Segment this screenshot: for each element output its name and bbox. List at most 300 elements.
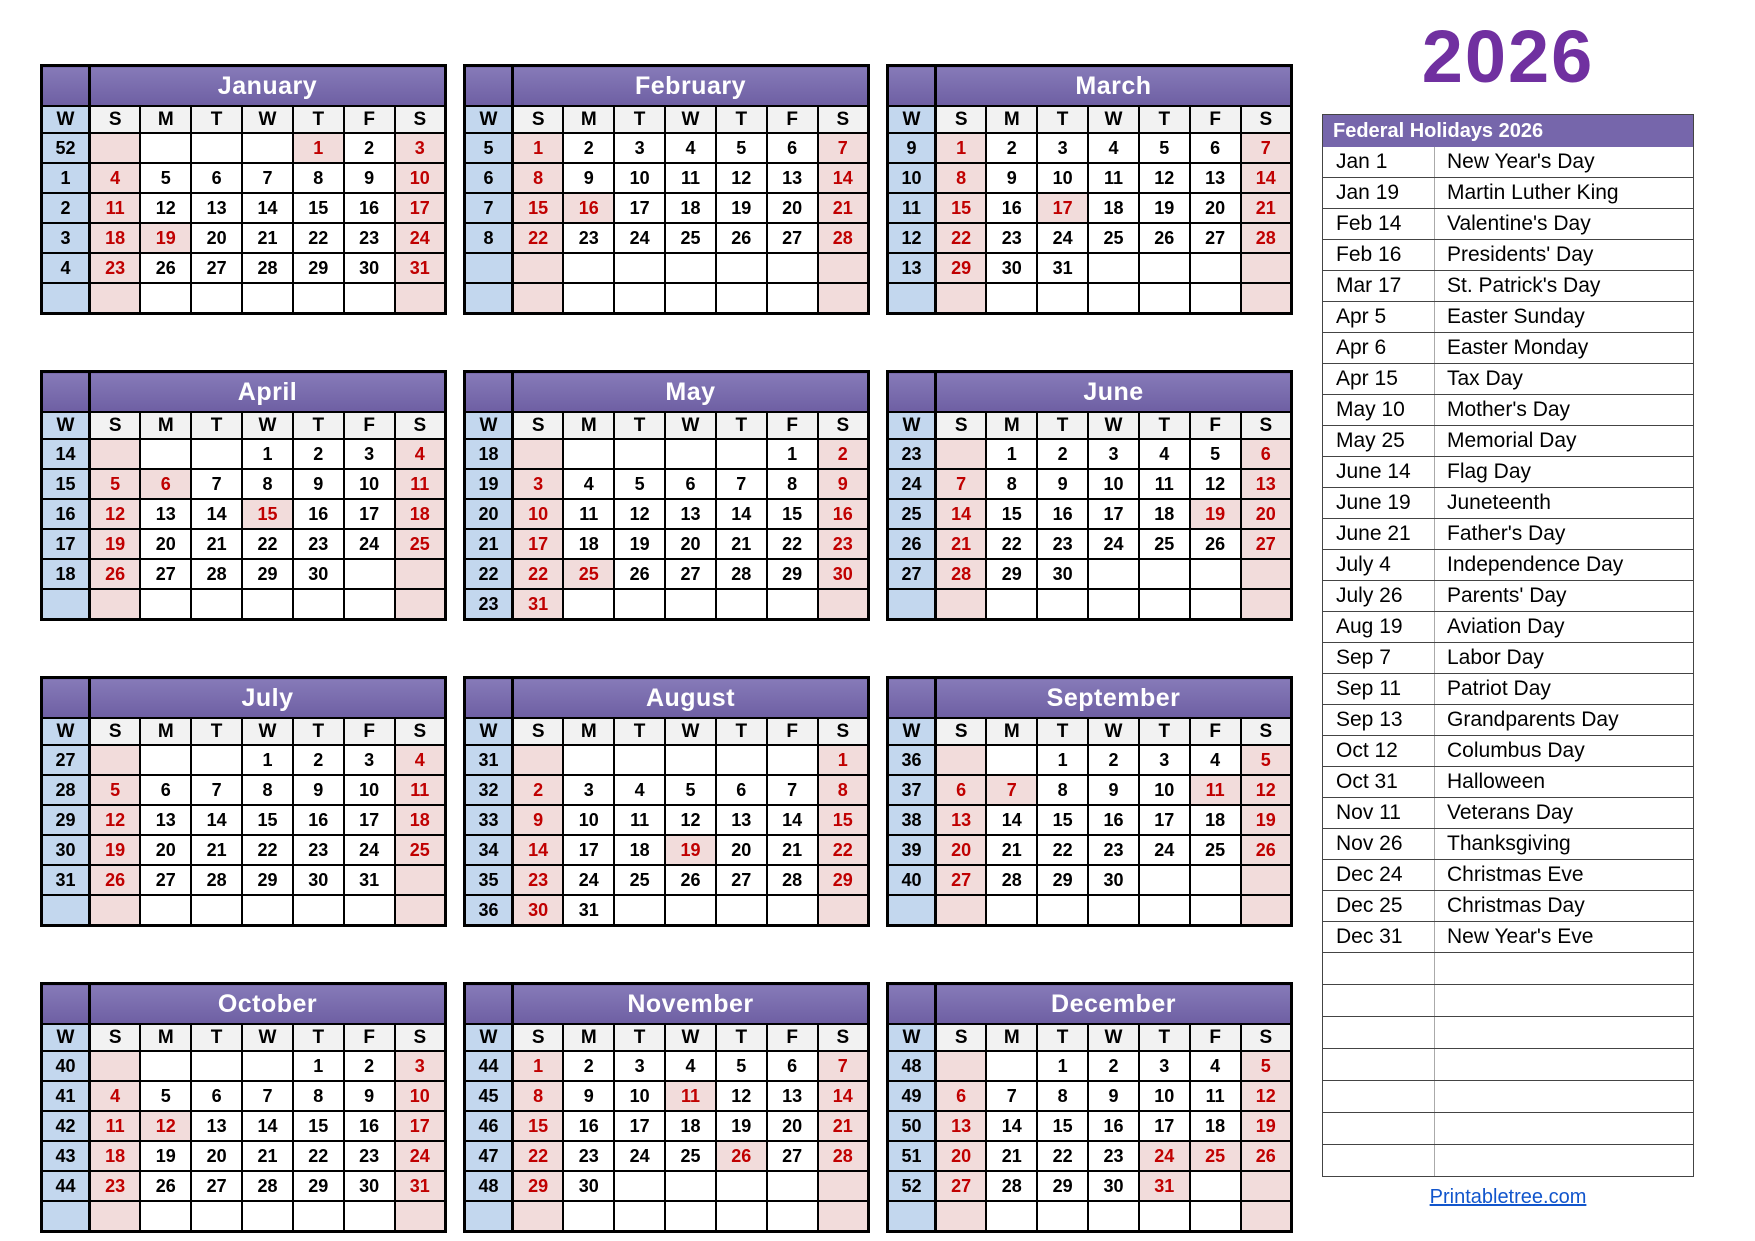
holiday-name: Christmas Day (1447, 894, 1585, 917)
day-cell: 30 (818, 559, 869, 589)
week-number-cell: 31 (465, 745, 513, 775)
day-cell: 10 (1139, 775, 1190, 805)
day-cell (986, 1201, 1037, 1232)
month-title: June (936, 372, 1292, 413)
day-cell (513, 283, 564, 314)
day-cell: 17 (513, 529, 564, 559)
weekday-header: S (90, 106, 141, 133)
holiday-date: Dec 24 (1323, 860, 1435, 890)
day-cell: 24 (614, 223, 665, 253)
day-cell: 21 (1241, 193, 1292, 223)
day-cell: 22 (293, 1141, 344, 1171)
week-column-header: W (42, 412, 90, 439)
day-cell: 7 (191, 775, 242, 805)
day-cell: 3 (1139, 745, 1190, 775)
day-cell: 2 (344, 1051, 395, 1081)
day-cell (1088, 895, 1139, 926)
day-cell: 5 (1241, 1051, 1292, 1081)
holiday-date: July 26 (1323, 581, 1435, 611)
weekday-header: T (614, 412, 665, 439)
day-cell: 31 (395, 1171, 446, 1201)
weekday-header: W (665, 1024, 716, 1051)
day-cell: 1 (293, 1051, 344, 1081)
month-march (886, 64, 1293, 315)
day-cell (665, 895, 716, 926)
day-cell (1190, 253, 1241, 283)
holiday-empty-row (1322, 985, 1694, 1017)
day-cell: 13 (1241, 469, 1292, 499)
day-cell (242, 283, 293, 314)
weekday-header: M (563, 718, 614, 745)
day-cell (986, 589, 1037, 620)
day-cell (614, 1201, 665, 1232)
day-cell: 3 (395, 1051, 446, 1081)
day-cell: 18 (90, 1141, 141, 1171)
weekday-header: T (191, 1024, 242, 1051)
day-cell: 29 (293, 253, 344, 283)
day-cell (1190, 559, 1241, 589)
holiday-name (1435, 1113, 1447, 1144)
day-cell: 17 (614, 193, 665, 223)
day-cell (90, 895, 141, 926)
day-cell (614, 745, 665, 775)
day-cell: 14 (986, 805, 1037, 835)
day-cell: 13 (191, 193, 242, 223)
day-cell (818, 283, 869, 314)
day-cell: 24 (1088, 529, 1139, 559)
day-cell (936, 1051, 987, 1081)
day-cell (1139, 1201, 1190, 1232)
week-column-header: W (465, 412, 513, 439)
week-number-cell: 40 (42, 1051, 90, 1081)
week-column-header: W (888, 106, 936, 133)
day-cell: 19 (1139, 193, 1190, 223)
day-cell (395, 559, 446, 589)
day-cell: 18 (563, 529, 614, 559)
day-cell: 27 (716, 865, 767, 895)
holiday-row (1322, 178, 1694, 209)
day-cell (1190, 895, 1241, 926)
day-cell: 21 (936, 529, 987, 559)
day-cell: 6 (767, 1051, 818, 1081)
week-number-cell: 14 (42, 439, 90, 469)
week-column-header: W (465, 1024, 513, 1051)
weekday-header: S (395, 1024, 446, 1051)
holiday-date: Apr 5 (1323, 302, 1435, 332)
holiday-date: Jan 1 (1323, 147, 1435, 177)
day-cell: 20 (140, 529, 191, 559)
day-cell (1088, 1201, 1139, 1232)
week-number-cell: 2 (42, 193, 90, 223)
day-cell: 13 (140, 499, 191, 529)
day-cell: 20 (767, 1111, 818, 1141)
day-cell: 4 (1190, 1051, 1241, 1081)
holiday-date: Apr 15 (1323, 364, 1435, 394)
day-cell (1241, 253, 1292, 283)
day-cell: 7 (818, 1051, 869, 1081)
weekday-header: W (665, 718, 716, 745)
day-cell (986, 283, 1037, 314)
month-title: February (513, 66, 869, 107)
month-title: May (513, 372, 869, 413)
holiday-date: June 19 (1323, 488, 1435, 518)
day-cell (1139, 589, 1190, 620)
week-number-cell: 41 (42, 1081, 90, 1111)
day-cell: 2 (818, 439, 869, 469)
holiday-date (1323, 1017, 1435, 1048)
day-cell: 15 (1037, 1111, 1088, 1141)
day-cell: 8 (986, 469, 1037, 499)
day-cell (665, 745, 716, 775)
day-cell: 13 (936, 805, 987, 835)
month-title-spacer (42, 372, 90, 413)
day-cell: 20 (767, 193, 818, 223)
week-number-cell (42, 283, 90, 314)
day-cell: 3 (344, 745, 395, 775)
holiday-empty-row (1322, 1113, 1694, 1145)
week-number-cell: 36 (465, 895, 513, 926)
day-cell: 25 (1139, 529, 1190, 559)
week-column-header: W (465, 718, 513, 745)
day-cell: 30 (293, 559, 344, 589)
day-cell: 1 (513, 133, 564, 163)
day-cell: 4 (395, 745, 446, 775)
holiday-date: Sep 7 (1323, 643, 1435, 673)
day-cell: 4 (395, 439, 446, 469)
holiday-name: Flag Day (1447, 460, 1532, 483)
day-cell: 26 (1139, 223, 1190, 253)
day-cell: 8 (293, 163, 344, 193)
day-cell (395, 1201, 446, 1232)
day-cell: 19 (1241, 1111, 1292, 1141)
day-cell: 1 (1037, 1051, 1088, 1081)
day-cell (140, 283, 191, 314)
holiday-row (1322, 333, 1694, 364)
day-cell (563, 283, 614, 314)
weekday-header: S (1241, 106, 1292, 133)
day-cell: 20 (191, 223, 242, 253)
day-cell: 7 (191, 469, 242, 499)
day-cell: 19 (90, 835, 141, 865)
week-number-cell: 39 (888, 835, 936, 865)
day-cell: 7 (1241, 133, 1292, 163)
day-cell: 23 (344, 223, 395, 253)
day-cell: 17 (1037, 193, 1088, 223)
holiday-name: Valentine's Day (1447, 212, 1591, 235)
month-title-spacer (465, 66, 513, 107)
day-cell: 13 (767, 1081, 818, 1111)
day-cell: 25 (614, 865, 665, 895)
day-cell: 15 (242, 805, 293, 835)
day-cell: 6 (1241, 439, 1292, 469)
day-cell: 21 (767, 835, 818, 865)
week-number-cell: 21 (465, 529, 513, 559)
day-cell: 24 (344, 529, 395, 559)
day-cell: 22 (513, 1141, 564, 1171)
holiday-name: Easter Monday (1447, 336, 1589, 359)
week-number-cell: 11 (888, 193, 936, 223)
holiday-date: July 4 (1323, 550, 1435, 580)
holiday-date: Oct 12 (1323, 736, 1435, 766)
week-number-cell: 29 (42, 805, 90, 835)
holiday-name: Juneteenth (1447, 491, 1551, 514)
week-number-cell (888, 589, 936, 620)
day-cell: 28 (191, 865, 242, 895)
day-cell: 4 (1190, 745, 1241, 775)
day-cell (614, 283, 665, 314)
weekday-header: S (818, 718, 869, 745)
day-cell (1037, 1201, 1088, 1232)
day-cell: 27 (936, 865, 987, 895)
week-number-cell: 25 (888, 499, 936, 529)
weekday-header: S (90, 718, 141, 745)
day-cell: 26 (90, 559, 141, 589)
day-cell: 15 (513, 193, 564, 223)
day-cell: 19 (665, 835, 716, 865)
month-title: October (90, 984, 446, 1025)
day-cell: 27 (191, 253, 242, 283)
weekday-header: W (1088, 412, 1139, 439)
day-cell: 28 (986, 1171, 1037, 1201)
day-cell: 10 (614, 163, 665, 193)
weekday-header: T (716, 412, 767, 439)
holiday-name (1435, 1017, 1447, 1048)
day-cell: 14 (986, 1111, 1037, 1141)
day-cell (665, 439, 716, 469)
day-cell: 29 (767, 559, 818, 589)
day-cell: 3 (1139, 1051, 1190, 1081)
day-cell (395, 589, 446, 620)
weekday-header: F (344, 1024, 395, 1051)
day-cell: 29 (242, 865, 293, 895)
weekday-header: F (344, 412, 395, 439)
weekday-header: S (818, 106, 869, 133)
day-cell: 9 (513, 805, 564, 835)
holiday-row (1322, 922, 1694, 953)
month-title-spacer (465, 678, 513, 719)
day-cell: 14 (1241, 163, 1292, 193)
day-cell (1241, 895, 1292, 926)
week-number-cell: 30 (42, 835, 90, 865)
day-cell: 7 (242, 1081, 293, 1111)
day-cell: 5 (665, 775, 716, 805)
weekday-header: F (1190, 412, 1241, 439)
day-cell (767, 1201, 818, 1232)
weekday-header: W (1088, 718, 1139, 745)
day-cell: 15 (513, 1111, 564, 1141)
day-cell: 22 (1037, 1141, 1088, 1171)
day-cell (716, 253, 767, 283)
year-title: 2026 (1421, 15, 1595, 98)
day-cell: 10 (1139, 1081, 1190, 1111)
day-cell: 19 (140, 1141, 191, 1171)
day-cell: 13 (191, 1111, 242, 1141)
week-number-cell: 36 (888, 745, 936, 775)
holiday-name (1435, 953, 1447, 984)
holiday-name (1435, 1081, 1447, 1112)
day-cell: 6 (936, 775, 987, 805)
day-cell: 12 (1241, 1081, 1292, 1111)
day-cell: 10 (563, 805, 614, 835)
week-number-cell: 27 (888, 559, 936, 589)
day-cell (936, 1201, 987, 1232)
day-cell: 27 (767, 1141, 818, 1171)
day-cell: 27 (1190, 223, 1241, 253)
holiday-date (1323, 1049, 1435, 1080)
day-cell: 30 (1088, 865, 1139, 895)
day-cell: 26 (1241, 835, 1292, 865)
day-cell: 12 (90, 499, 141, 529)
day-cell: 28 (986, 865, 1037, 895)
day-cell: 17 (395, 1111, 446, 1141)
weekday-header: S (936, 1024, 987, 1051)
day-cell (614, 1171, 665, 1201)
holiday-row (1322, 271, 1694, 302)
day-cell: 17 (563, 835, 614, 865)
day-cell (716, 589, 767, 620)
day-cell: 8 (1037, 1081, 1088, 1111)
week-column-header: W (465, 106, 513, 133)
day-cell: 15 (1037, 805, 1088, 835)
day-cell: 5 (716, 1051, 767, 1081)
day-cell: 22 (293, 223, 344, 253)
day-cell (767, 253, 818, 283)
month-january (40, 64, 447, 315)
week-number-cell: 42 (42, 1111, 90, 1141)
day-cell: 6 (767, 133, 818, 163)
day-cell: 24 (1139, 1141, 1190, 1171)
week-number-cell: 5 (465, 133, 513, 163)
printabletree-link[interactable]: Printabletree.com (1429, 1186, 1587, 1208)
day-cell: 15 (818, 805, 869, 835)
day-cell (716, 1171, 767, 1201)
day-cell: 13 (1190, 163, 1241, 193)
day-cell: 1 (986, 439, 1037, 469)
day-cell: 12 (716, 1081, 767, 1111)
day-cell (140, 133, 191, 163)
day-cell (1139, 895, 1190, 926)
day-cell: 16 (563, 1111, 614, 1141)
day-cell: 20 (936, 835, 987, 865)
day-cell: 7 (242, 163, 293, 193)
day-cell: 26 (90, 865, 141, 895)
day-cell (293, 895, 344, 926)
day-cell: 23 (563, 1141, 614, 1171)
weekday-header: T (1139, 106, 1190, 133)
week-number-cell: 48 (465, 1171, 513, 1201)
day-cell (1139, 253, 1190, 283)
week-number-cell: 44 (465, 1051, 513, 1081)
month-title-spacer (465, 984, 513, 1025)
day-cell: 12 (1190, 469, 1241, 499)
day-cell: 9 (293, 775, 344, 805)
day-cell: 18 (665, 193, 716, 223)
day-cell: 2 (986, 133, 1037, 163)
weekday-header: F (767, 412, 818, 439)
holiday-name: New Year's Day (1447, 150, 1595, 173)
day-cell: 29 (1037, 1171, 1088, 1201)
day-cell (1241, 589, 1292, 620)
day-cell (513, 253, 564, 283)
week-number-cell: 52 (888, 1171, 936, 1201)
week-number-cell: 24 (888, 469, 936, 499)
weekday-header: S (936, 412, 987, 439)
day-cell: 10 (344, 469, 395, 499)
day-cell: 22 (242, 529, 293, 559)
day-cell: 14 (936, 499, 987, 529)
day-cell: 25 (665, 223, 716, 253)
day-cell: 2 (563, 1051, 614, 1081)
day-cell (1088, 559, 1139, 589)
day-cell (293, 1201, 344, 1232)
day-cell: 14 (818, 1081, 869, 1111)
day-cell: 28 (242, 1171, 293, 1201)
day-cell: 12 (614, 499, 665, 529)
day-cell: 11 (665, 163, 716, 193)
day-cell: 12 (1241, 775, 1292, 805)
week-number-cell: 4 (42, 253, 90, 283)
weekday-header: F (344, 106, 395, 133)
day-cell: 10 (1037, 163, 1088, 193)
day-cell (242, 1051, 293, 1081)
day-cell (1139, 283, 1190, 314)
day-cell: 1 (936, 133, 987, 163)
day-cell: 13 (936, 1111, 987, 1141)
holiday-name: Columbus Day (1447, 739, 1585, 762)
holiday-row (1322, 395, 1694, 426)
day-cell (665, 283, 716, 314)
day-cell: 11 (90, 1111, 141, 1141)
holiday-date: Mar 17 (1323, 271, 1435, 301)
week-number-cell: 8 (465, 223, 513, 253)
day-cell: 5 (90, 469, 141, 499)
weekday-header: T (293, 718, 344, 745)
month-title: December (936, 984, 1292, 1025)
weekday-header: T (1037, 718, 1088, 745)
day-cell: 28 (716, 559, 767, 589)
weekday-header: M (140, 412, 191, 439)
day-cell: 16 (1088, 805, 1139, 835)
week-number-cell: 13 (888, 253, 936, 283)
calendar-grid (40, 64, 1293, 1233)
week-number-cell: 27 (42, 745, 90, 775)
holiday-date: Feb 14 (1323, 209, 1435, 239)
day-cell: 29 (293, 1171, 344, 1201)
day-cell: 25 (665, 1141, 716, 1171)
day-cell: 17 (614, 1111, 665, 1141)
day-cell: 8 (1037, 775, 1088, 805)
day-cell: 11 (1139, 469, 1190, 499)
weekday-header: S (936, 718, 987, 745)
day-cell: 23 (1037, 529, 1088, 559)
weekday-header: S (513, 1024, 564, 1051)
day-cell (716, 439, 767, 469)
day-cell: 31 (1139, 1171, 1190, 1201)
weekday-header: T (1037, 412, 1088, 439)
weekday-header: W (1088, 106, 1139, 133)
week-number-cell: 45 (465, 1081, 513, 1111)
month-title-spacer (42, 678, 90, 719)
day-cell: 5 (614, 469, 665, 499)
holiday-name: Labor Day (1447, 646, 1544, 669)
week-number-cell: 46 (465, 1111, 513, 1141)
day-cell: 22 (767, 529, 818, 559)
day-cell (986, 1051, 1037, 1081)
day-cell (1190, 865, 1241, 895)
day-cell: 6 (936, 1081, 987, 1111)
day-cell: 9 (818, 469, 869, 499)
day-cell (1241, 559, 1292, 589)
